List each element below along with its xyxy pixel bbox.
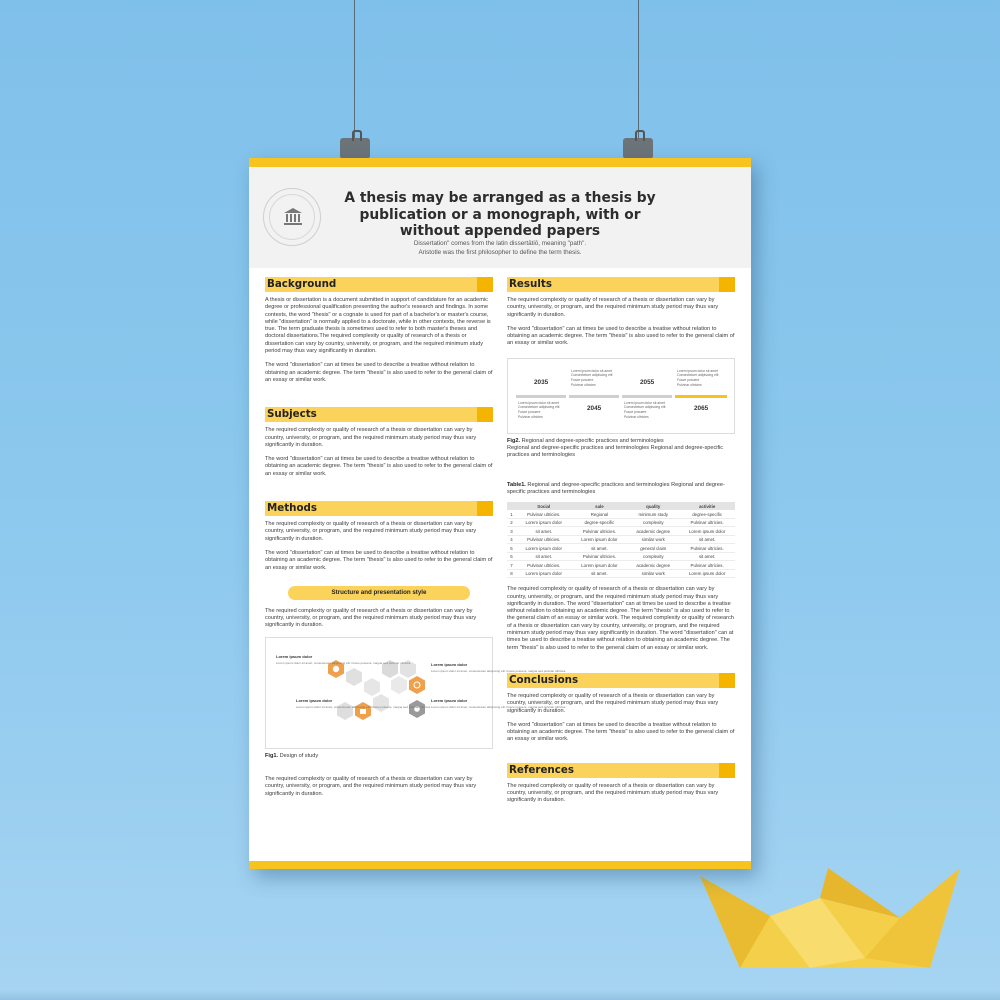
results-paragraph-1: The required complexity or quality of research of a thesis or dissertation can vary by country, university, or program, and the required minimum study period may thus vary significantly in duration. xyxy=(507,297,719,318)
fig2-caption: Fig2. Regional and degree-specific practices and terminologies Regional and degree-specific practices and terminologies Regional and degree-specific practices and terminologies xyxy=(507,437,724,459)
background-paragraph-1: A thesis or dissertation is a document submitted in support of candidature for an academic degree or professional qualification presenting the author's research and findings. In some contexts, the word "thesis" or a cognate is used for part of a bachelor's or master's course, while "dissertation" is normally applied to a doctorate, while in other contexts, the reverse is true. The term graduate thesis is sometimes used to refer to both master's theses and doctoral dissertations.The required complexity or quality of research of a thesis or dissertation can vary by country, university, or program, and the required minimum study period may thus vary significantly in duration. xyxy=(265,297,491,355)
timeline-segment xyxy=(569,395,619,398)
section-heading-subjects: Subjects xyxy=(265,407,493,422)
conclusions-paragraph-2: The word "dissertation" can at times be used to describe a treatise without relation to obtaining an academic degree. The term "thesis" is also used to refer to the general claim of an essay or similar work. xyxy=(507,721,735,743)
methods-paragraph-1: The required complexity or quality of research of a thesis or dissertation can vary by country, university, or program, and the required minimum study period may thus vary significantly in duration. xyxy=(265,521,477,542)
binder-clip-left xyxy=(340,138,370,158)
section-heading-conclusions: Conclusions xyxy=(507,673,735,688)
table1-caption: Table1. Regional and degree-specific practices and terminologies Regional and degree-specific practices and terminologies xyxy=(507,481,725,495)
chart-icon xyxy=(360,709,366,714)
poster-title: A thesis may be arranged as a thesis by publication or a monograph, with or without appended papers xyxy=(344,190,656,240)
right-column xyxy=(507,277,735,812)
results-table xyxy=(507,502,735,578)
table-header-row: Social sale quality activitie xyxy=(507,502,735,510)
section-heading-background: Background xyxy=(265,277,493,292)
diagram-label-2-text: Lorem ipsum dolor sit amet, consectetuer adipiscing elit. Fusce posuere, magna sed pulvinar ultricies. xyxy=(431,668,567,673)
diagram-label-3-text: Lorem ipsum dolor sit amet, consectetuer adipiscing elit. Fusce posuere, magna sed pulvinar ultricies. xyxy=(296,704,432,709)
timeline-figure xyxy=(507,358,735,434)
diagram-label-1-text: Lorem ipsum dolor sit amet, consectetuer adipiscing elit. Fusce posuere, magna sed pulvinar ultricies. xyxy=(276,660,412,665)
hanging-wire-left xyxy=(354,0,355,148)
results-paragraph-2: The word "dissertation" can at times be used to describe a treatise without relation to obtaining an academic degree. The term "thesis" is also used to refer to the general claim of an essay or similar work. xyxy=(507,325,735,347)
background-paragraph-2: The word "dissertation" can at times be used to describe a treatise without relation to obtaining an academic degree. The term "thesis" is also used to refer to the general claim of an essay or similar work. xyxy=(265,362,493,383)
table-row: 1 Pulvinar ultricies. Regional minimum study degree-specific xyxy=(507,510,735,518)
bottom-accent-bar xyxy=(249,861,751,869)
top-accent-bar xyxy=(249,158,751,167)
section-heading-results: Results xyxy=(507,277,735,292)
structure-pill: Structure and presentation style xyxy=(288,586,470,600)
binder-clip-right xyxy=(623,138,653,158)
section-heading-methods: Methods xyxy=(265,501,493,516)
conclusions-paragraph-1: The required complexity or quality of research of a thesis or dissertation can vary by country, university, or program, and the required minimum study period may thus vary significantly in duration. xyxy=(507,692,719,714)
table-row: 5 Lorem ipsum dolor sit amet. general claim Pulvinar ultricies. xyxy=(507,544,735,553)
timeline-year: 2055 xyxy=(640,378,655,386)
timeline-list: Lorem ipsum dolor sit amet Consectetuer adipiscing elit Fusce posuere Pulvinar ultricies xyxy=(677,368,719,387)
table-row: 3 sit amet. Pulvinar ultricies. academic degree Lorem ipsum dolor xyxy=(507,527,735,536)
subjects-paragraph-1: The required complexity or quality of research of a thesis or dissertation can vary by country, university, or program, and the required minimum study period may thus vary significantly in duration. xyxy=(265,427,477,448)
hex-gray xyxy=(391,676,407,694)
paper-boat-icon xyxy=(700,868,960,978)
table-row: 2 Lorem ipsum dolor degree-specific complexity Pulvinar ultricies. xyxy=(507,518,735,527)
poster-header xyxy=(249,167,751,268)
floor-shadow xyxy=(0,990,1000,1000)
timeline-list: Lorem ipsum dolor sit amet Consectetuer adipiscing elit Fusce posuere Pulvinar ultricies xyxy=(571,368,613,387)
table-row: 4 Pulvinar ultricies. Lorem ipsum dolor similar work sit amet. xyxy=(507,535,735,544)
results-paragraph-3: The required complexity or quality of research of a thesis or dissertation can vary by country, university, or program, and the required minimum study period may thus vary significantly in duration. The word "dissertation" can at times be used to describe a treatise without relation to obtaining an academic degree. The term "thesis" is also used to refer to the general claim of an essay or similar work. The required complexity or quality of research of a thesis or dissertation can vary by country, university, or program, and the required minimum study period may thus vary significantly in duration. The word "dissertation" can at times be used to describe a treatise without relation to obtaining an academic degree. The term "thesis" is also used to refer to the general claim of an essay or similar work. xyxy=(507,586,734,651)
diagram-label-1-title: Lorem ipsum dolor xyxy=(276,653,313,659)
hanging-wire-right xyxy=(638,0,639,148)
hex-gray xyxy=(373,694,389,712)
university-seal xyxy=(263,188,321,246)
diagram-label-4-text: Lorem ipsum dolor sit amet, consectetuer adipiscing elit. Fusce posuere, magna sed pulvinar ultricies. xyxy=(431,704,567,709)
timeline-year: 2045 xyxy=(587,404,602,412)
timeline-list: Lorem ipsum dolor sit amet Consectetuer adipiscing elit Fusce posuere Pulvinar ultricies xyxy=(518,400,560,419)
hex-orange-right xyxy=(409,676,425,694)
methods-paragraph-3: The required complexity or quality of research of a thesis or dissertation can vary by country, university, or program, and the required minimum study period may thus vary significantly in duration. xyxy=(265,607,477,629)
timeline-year: 2065 xyxy=(694,404,709,412)
methods-paragraph-2: The word "dissertation" can at times be used to describe a treatise without relation to obtaining an academic degree. The term "thesis" is also used to refer to the general claim of an essay or similar work. xyxy=(265,549,493,571)
hex-gray xyxy=(346,668,362,686)
table-row: 8 Lorem ipsum dolor sit amet. similar work Lorem ipsum dolor xyxy=(507,569,735,578)
bank-icon xyxy=(283,207,303,227)
diagram-label-2-title: Lorem ipsum dolor xyxy=(431,661,468,667)
table-row: 6 sit amet. Pulvinar ultricies. complexity sit amet. xyxy=(507,552,735,561)
poster xyxy=(249,158,751,869)
methods-paragraph-4: The required complexity or quality of research of a thesis or dissertation can vary by country, university, or program, and the required minimum study period may thus vary significantly in duration. xyxy=(265,776,477,797)
fig1-caption: Fig1. Design of study xyxy=(265,752,319,759)
subjects-paragraph-2: The word "dissertation" can at times be used to describe a treatise without relation to obtaining an academic degree. The term "thesis" is also used to refer to the general claim of an essay or similar work. xyxy=(265,456,493,477)
hex-gray xyxy=(364,678,380,696)
poster-subtitle: Dissertation" comes from the latin dissertātiō, meaning "path". Aristotle was the first philosopher to define the term thesis. xyxy=(413,240,587,256)
timeline-segment-active xyxy=(675,395,727,398)
references-paragraph-1: The required complexity or quality of research of a thesis or dissertation can vary by country, university, or program, and the required minimum study period may thus vary significantly in duration. xyxy=(507,782,719,804)
pie-icon xyxy=(333,666,339,672)
timeline-segment xyxy=(516,395,566,398)
diagram-label-4-title: Lorem ipsum dolor xyxy=(431,697,468,703)
timeline-year: 2035 xyxy=(534,378,549,386)
table-row: 7 Pulvinar ultricies. Lorem ipsum dolor academic degree Pulvinar ultricies. xyxy=(507,561,735,570)
timeline-list: Lorem ipsum dolor sit amet Consectetuer adipiscing elit Fusce posuere Pulvinar ultricies xyxy=(624,400,666,419)
section-heading-references: References xyxy=(507,763,735,778)
diagram-label-3-title: Lorem ipsum dolor xyxy=(296,697,333,703)
timeline-segment xyxy=(622,395,672,398)
